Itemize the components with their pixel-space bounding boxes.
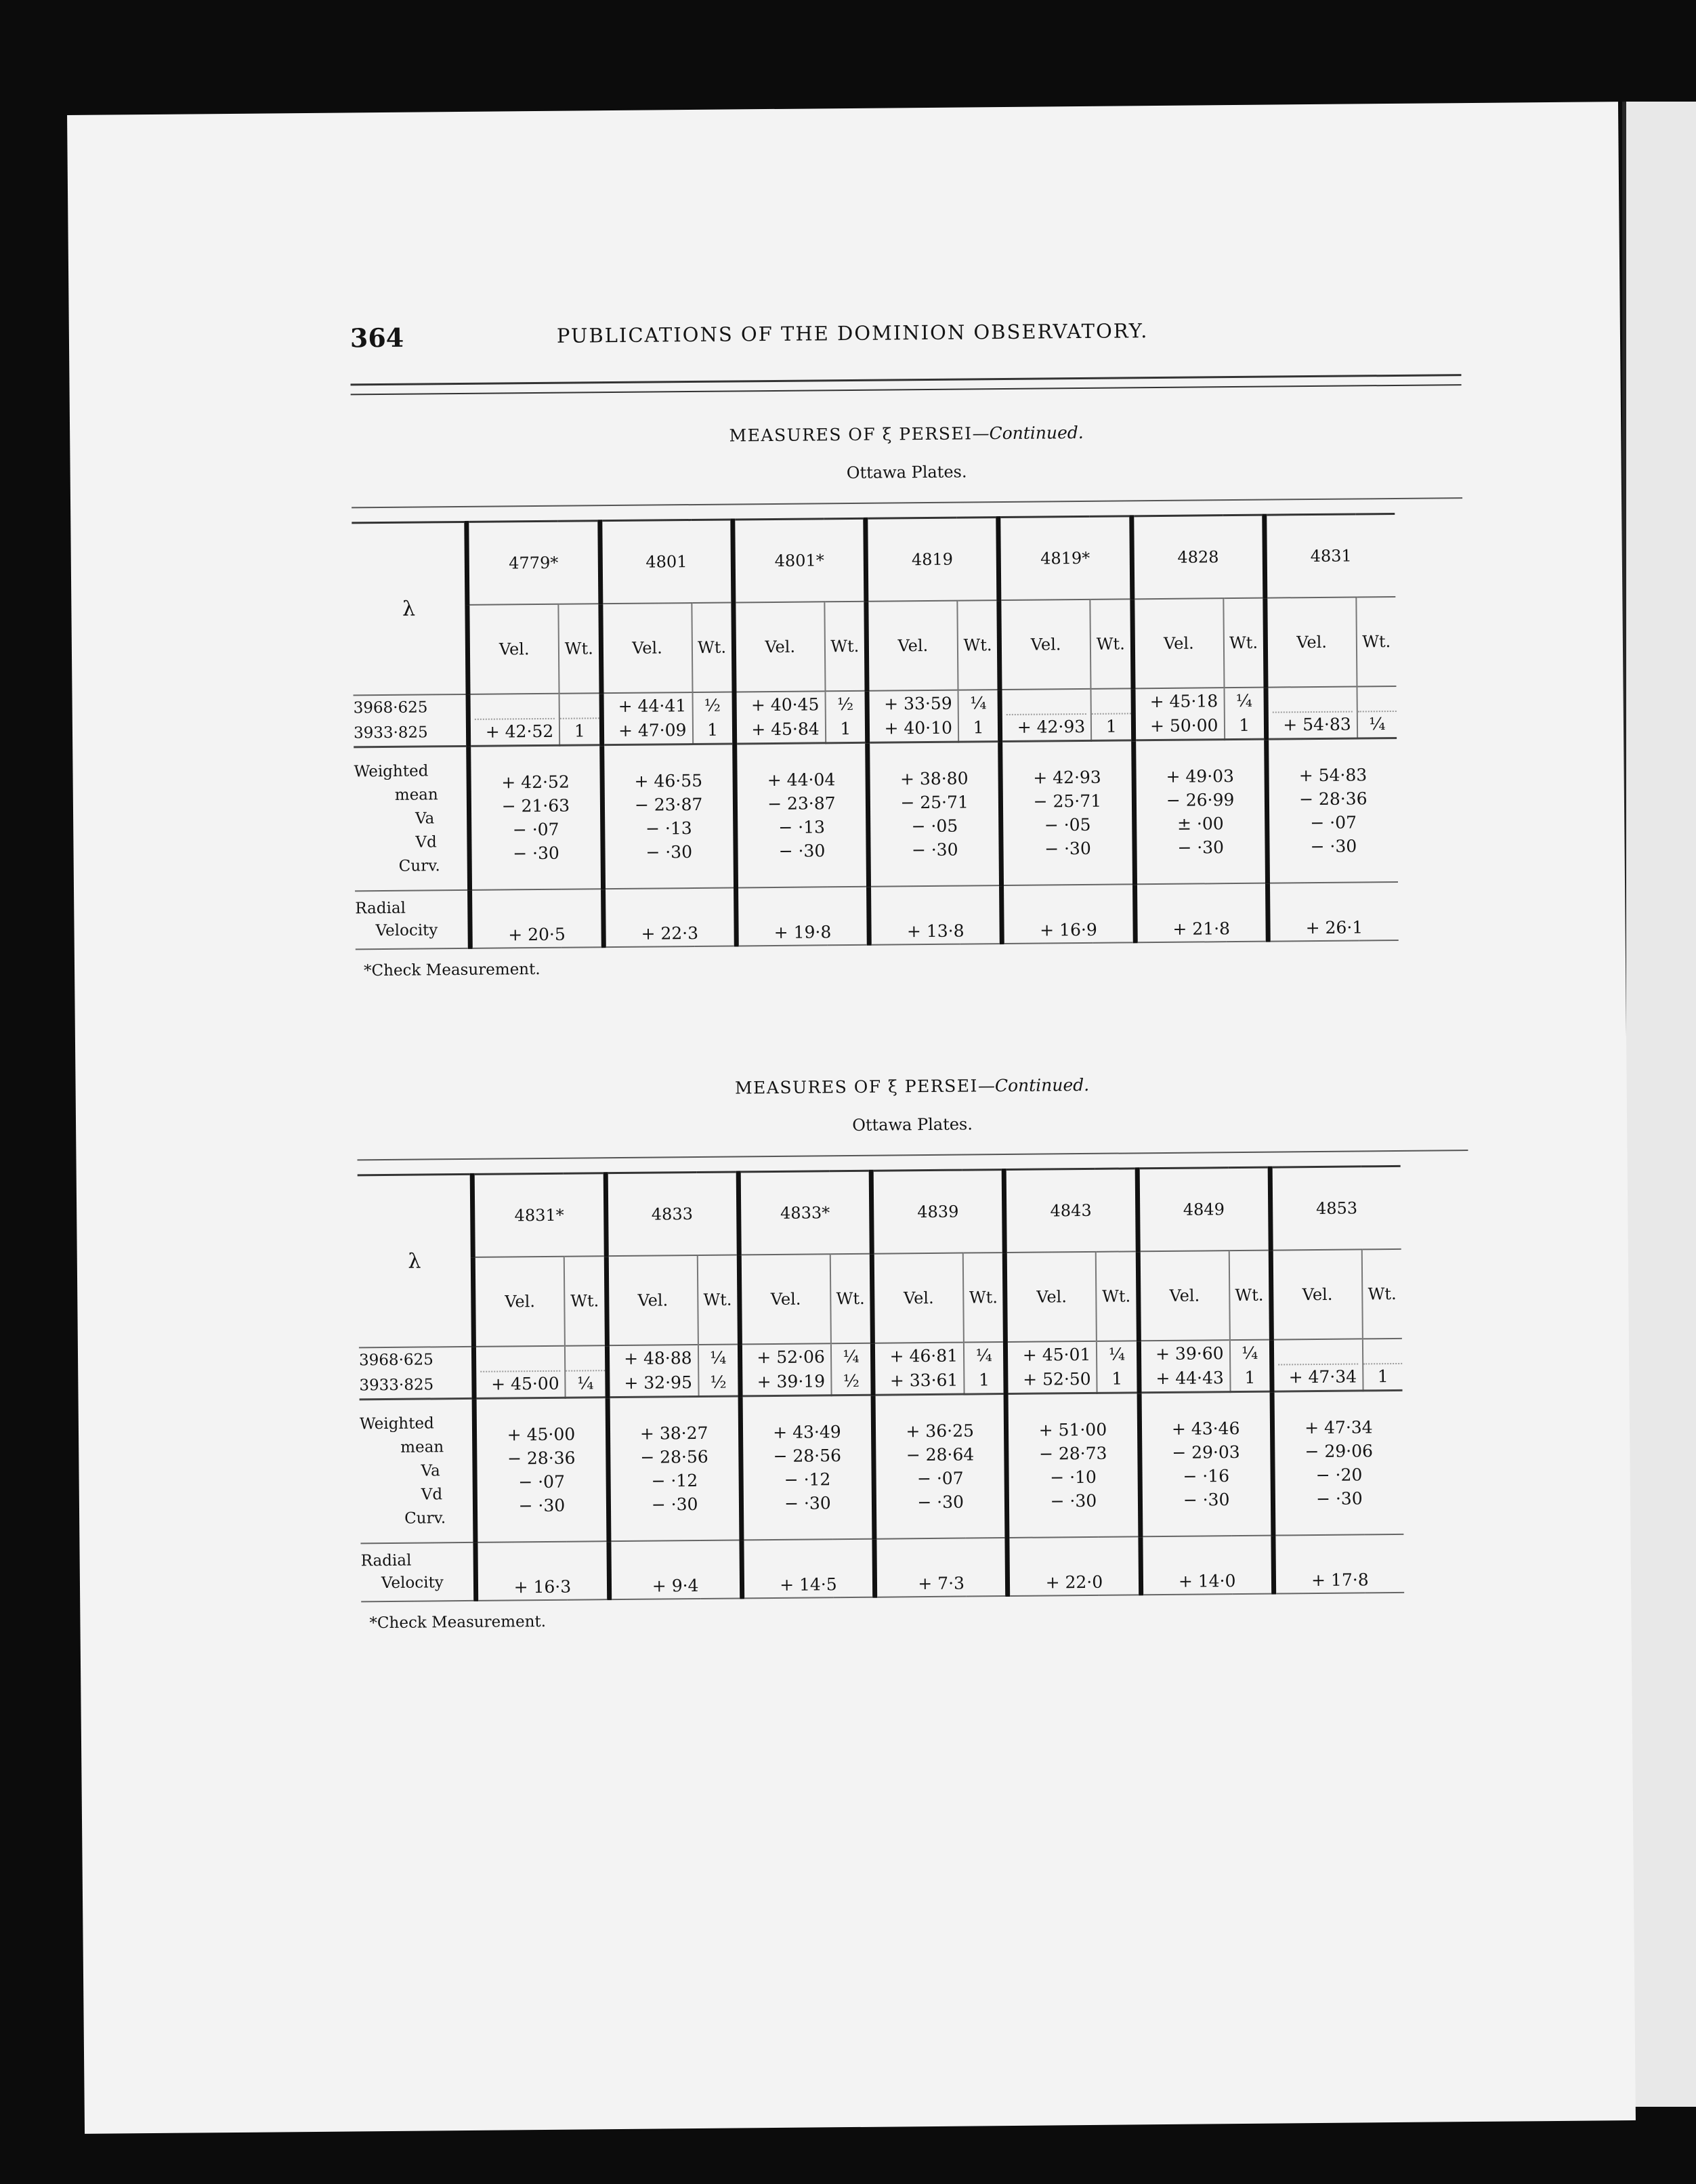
weighted-label: Weighted: [359, 1414, 434, 1433]
weight-cell: [565, 1345, 607, 1398]
curv-value: − ·30: [1044, 838, 1091, 859]
vd-value: − ·16: [1183, 1466, 1230, 1486]
velocity-value-2: + 47·09: [618, 720, 687, 740]
radial-velocity-value: + 21·8: [1135, 883, 1268, 943]
vel-column-header: Vel.: [1005, 1252, 1097, 1342]
radial-velocity-labels: [355, 890, 471, 949]
radial-velocity-value: + 16·9: [1002, 884, 1135, 944]
plate-header-row: [352, 513, 1395, 606]
mean-value: + 46·55: [634, 770, 703, 791]
running-head: [350, 306, 1462, 363]
weight-value-1: ½: [836, 694, 854, 715]
wt-column-header: Wt.: [1356, 597, 1396, 687]
velocity-stack: [742, 1345, 831, 1394]
weight-stack: [1097, 1342, 1137, 1391]
velocity-stack: [609, 1346, 698, 1395]
radial-velocity-value: + 22·3: [603, 887, 736, 947]
radial-velocity-value: + 19·8: [736, 887, 869, 946]
va-value: − 25·71: [1033, 791, 1102, 812]
velocity-value-2: + 44·43: [1156, 1368, 1224, 1389]
table-title: [351, 419, 1462, 448]
plate-number-header: 4833: [606, 1172, 739, 1256]
weight-value-1: ¼: [1108, 1344, 1126, 1364]
weight-value-2: 1: [1111, 1368, 1123, 1389]
velocity-value-1: + 52·06: [757, 1347, 825, 1368]
velocity-value-2: + 42·52: [485, 721, 554, 742]
radial-velocity-value: + 17·8: [1273, 1534, 1404, 1594]
measures-table: [358, 1165, 1404, 1602]
velocity-stack: [1002, 690, 1091, 740]
weight-value-1: ¼: [1241, 1343, 1258, 1363]
vel-column-header: Vel.: [467, 604, 559, 694]
vd-value: − ·07: [518, 1471, 566, 1492]
weight-stack: [1357, 688, 1397, 736]
table-title-continued: —Continued.: [972, 422, 1084, 444]
curv-label: Curv.: [398, 856, 440, 875]
weighted-mean-cell: [601, 744, 736, 889]
plate-number-header: 4831: [1265, 513, 1396, 597]
weight-value-1: ¼: [1235, 690, 1253, 711]
wt-column-header: Wt.: [824, 602, 867, 692]
weight-cell: [964, 1342, 1006, 1394]
plate-number-header: 4849: [1137, 1167, 1271, 1251]
weight-value-1: [560, 694, 599, 719]
vel-wt-header-row: [352, 597, 1396, 695]
velocity-cell: [1266, 686, 1357, 739]
wt-column-header: Wt.: [697, 1255, 740, 1345]
radial-label: Radial: [360, 1551, 412, 1570]
measures-section: [351, 419, 1466, 980]
velocity-cell: [1000, 689, 1091, 742]
header-rule: [351, 374, 1462, 385]
velocity-value-1: [1272, 688, 1352, 713]
radial-velocity-value: + 16·3: [475, 1541, 609, 1601]
velocity-value-2: + 39·19: [757, 1371, 826, 1392]
mean-value: + 47·34: [1305, 1417, 1373, 1438]
weight-value-2: 1: [574, 721, 585, 741]
weight-stack: [964, 1343, 1004, 1392]
velocity-cell: [1133, 688, 1225, 740]
plate-number-header: 4831*: [472, 1173, 606, 1257]
velocity-stack: [1268, 688, 1357, 737]
wt-column-header: Wt.: [692, 602, 734, 692]
wt-column-header: Wt.: [564, 1256, 607, 1346]
wt-column-header: Wt.: [963, 1253, 1006, 1343]
page-number: 364: [349, 322, 404, 354]
weight-cell: [1357, 686, 1397, 738]
mean-value: + 43·49: [773, 1422, 841, 1443]
plate-number-header: 4843: [1004, 1169, 1137, 1253]
weighted-mean-cell: [1139, 1391, 1273, 1536]
velocity-value-1: + 45·18: [1149, 691, 1218, 712]
velocity-cell: [740, 1343, 831, 1396]
weight-value-2: ¼: [1369, 714, 1386, 734]
wt-column-header: Wt.: [1223, 598, 1266, 688]
curv-label: Curv.: [404, 1509, 446, 1528]
velocity-value-1: + 44·41: [618, 696, 687, 716]
table-subtitle: Ottawa Plates.: [852, 1114, 973, 1135]
radial-velocity-value: + 20·5: [470, 889, 603, 948]
mean-label: mean: [400, 1437, 444, 1456]
va-value: − 26·99: [1166, 790, 1235, 810]
vd-value: − ·07: [1310, 812, 1357, 833]
curv-value: − ·30: [1050, 1490, 1097, 1511]
weighted-label: Weighted: [354, 761, 429, 780]
vel-column-header: Vel.: [1138, 1251, 1230, 1341]
velocity-value-2: + 32·95: [624, 1372, 693, 1393]
weight-value-2: 1: [707, 719, 719, 740]
vel-column-header: Vel.: [872, 1253, 964, 1343]
weight-value-1: [1357, 688, 1397, 712]
curv-value: − ·30: [911, 839, 958, 860]
weight-cell: [559, 693, 601, 745]
weight-value-2: 1: [1239, 715, 1250, 735]
velocity-stack: [1141, 1341, 1229, 1391]
velocity-value-2: + 50·00: [1149, 715, 1218, 736]
velocity-label: Velocity: [375, 921, 438, 940]
wavelength-row: [354, 686, 1397, 747]
weight-cell: [692, 692, 734, 744]
vel-column-header: Vel.: [1271, 1249, 1363, 1339]
weight-cell: [958, 690, 1000, 742]
vd-value: − ·13: [778, 817, 826, 837]
wavelength-label-2: 3933·825: [353, 723, 428, 742]
va-value: − 28·73: [1038, 1443, 1107, 1464]
table-rule: [358, 1150, 1468, 1160]
velocity-stack: [471, 695, 559, 744]
vel-column-header: Vel.: [739, 1254, 831, 1344]
header-rule-second: [351, 384, 1462, 395]
velocity-cell: [872, 1343, 964, 1395]
vd-value: − ·12: [784, 1469, 831, 1490]
vel-wt-header-row: [358, 1249, 1402, 1347]
curv-value: − ·30: [778, 841, 826, 861]
velocity-cell: [867, 690, 958, 743]
wavelength-label-2: 3933·825: [359, 1376, 434, 1395]
vd-value: ± ·00: [1176, 814, 1224, 834]
plate-number-header: 4819*: [998, 516, 1132, 600]
weighted-mean-cell: [1272, 1390, 1404, 1535]
mean-value: + 54·83: [1298, 765, 1368, 786]
mean-label: mean: [394, 785, 438, 804]
weight-value-1: [566, 1347, 605, 1371]
vd-value: − ·12: [651, 1471, 698, 1491]
velocity-cell: [1006, 1341, 1097, 1394]
velocity-cell: [601, 692, 693, 745]
weighted-mean-cell: [868, 742, 1002, 887]
weighted-mean-cell: [1006, 1393, 1140, 1538]
weight-value-1: [1363, 1340, 1403, 1364]
plate-number-header: 4853: [1270, 1166, 1401, 1250]
weight-stack: [1230, 1341, 1269, 1390]
va-label: Va: [415, 809, 435, 828]
mean-value: + 42·52: [501, 772, 570, 793]
table-subtitle: Ottawa Plates.: [846, 462, 967, 483]
velocity-value-2: + 52·50: [1023, 1368, 1091, 1389]
weighted-mean-row: [354, 738, 1398, 891]
curv-value: − ·30: [784, 1493, 831, 1513]
wt-column-header: Wt.: [559, 604, 601, 694]
velocity-value-1: + 46·81: [889, 1345, 958, 1366]
radial-velocity-value: + 9·4: [608, 1540, 742, 1599]
radial-velocity-value: + 13·8: [869, 885, 1002, 945]
radial-velocity-value: + 22·0: [1007, 1536, 1141, 1596]
va-value: − 21·63: [501, 795, 570, 816]
velocity-value-1: [1006, 690, 1086, 715]
radial-velocity-value: + 26·1: [1267, 882, 1398, 942]
table-title-continued: —Continued.: [977, 1074, 1090, 1096]
weighted-mean-cell: [608, 1396, 742, 1541]
weight-value-2: 1: [1377, 1366, 1388, 1387]
plate-header-row: [358, 1166, 1401, 1258]
weight-cell: [825, 691, 867, 743]
weight-stack: [693, 694, 732, 742]
weighted-mean-cell: [740, 1395, 874, 1540]
velocity-cell: [734, 691, 826, 744]
weight-value-2: 1: [973, 717, 984, 738]
weight-stack: [832, 1345, 871, 1393]
weighted-mean-labels: [360, 1398, 476, 1543]
weight-value-1: ½: [704, 695, 721, 715]
va-value: − 28·56: [773, 1446, 842, 1467]
running-head-title: PUBLICATIONS OF THE DOMINION OBSERVATORY.: [556, 319, 1149, 348]
radial-velocity-value: + 14·0: [1140, 1536, 1273, 1595]
plate-number-header: 4833*: [738, 1171, 872, 1255]
document-page: [67, 102, 1636, 2134]
wt-column-header: Wt.: [1229, 1251, 1271, 1341]
curv-value: − ·30: [917, 1492, 964, 1513]
weight-stack: [1225, 689, 1264, 738]
plate-number-header: 4839: [871, 1170, 1004, 1254]
wt-column-header: Wt.: [1361, 1249, 1401, 1339]
weighted-mean-cell: [873, 1394, 1007, 1539]
table-title: [357, 1072, 1468, 1101]
va-value: − 28·64: [906, 1444, 975, 1465]
weight-stack: [566, 1347, 605, 1395]
plate-number-header: 4819: [866, 518, 999, 602]
velocity-value-1: [475, 695, 555, 720]
vel-column-header: Vel.: [999, 600, 1091, 690]
vd-label: Vd: [421, 1485, 443, 1504]
mean-value: + 44·04: [767, 770, 836, 791]
weight-value-1: ¼: [970, 693, 987, 713]
mean-value: + 49·03: [1166, 766, 1235, 786]
velocity-stack: [476, 1347, 565, 1397]
vel-column-header: Vel.: [606, 1255, 698, 1345]
vd-value: − ·05: [1044, 814, 1091, 835]
velocity-value-2: + 40·10: [884, 717, 953, 738]
mean-value: + 38·27: [639, 1423, 708, 1444]
weight-value-2: ¼: [577, 1373, 594, 1393]
radial-velocity-row: [355, 882, 1399, 949]
radial-velocity-value: + 7·3: [874, 1538, 1008, 1597]
velocity-cell: [1139, 1340, 1230, 1393]
velocity-label: Velocity: [381, 1574, 444, 1593]
wavelength-label-1: 3968·625: [353, 698, 428, 717]
adjacent-page-edge: [1622, 102, 1696, 2107]
velocity-value-2: + 45·84: [751, 719, 820, 740]
vel-column-header: Vel.: [734, 602, 826, 692]
vd-value: − ·07: [916, 1468, 964, 1489]
velocity-stack: [870, 692, 958, 741]
wavelength-labels: [359, 1347, 474, 1400]
velocity-stack: [1008, 1343, 1097, 1392]
curv-value: − ·30: [651, 1494, 698, 1515]
measures-table: [352, 513, 1398, 950]
vd-value: − ·07: [512, 819, 559, 840]
mean-value: + 43·46: [1171, 1419, 1240, 1439]
velocity-value-2: + 45·00: [491, 1373, 559, 1394]
weight-cell: [698, 1344, 740, 1396]
radial-velocity-value: + 14·5: [742, 1539, 875, 1599]
weight-value-2: ½: [843, 1370, 860, 1391]
va-value: − 28·56: [640, 1446, 708, 1467]
curv-value: − ·30: [1310, 836, 1357, 857]
curv-value: − ·30: [518, 1495, 566, 1516]
velocity-value-2: + 47·34: [1288, 1366, 1357, 1387]
vd-value: − ·05: [911, 816, 958, 837]
check-measurement-footnote: *Check Measurement.: [363, 961, 540, 980]
curv-value: − ·30: [513, 843, 559, 864]
mean-value: + 38·80: [899, 768, 969, 789]
velocity-value-2: + 33·61: [889, 1370, 958, 1391]
curv-value: − ·30: [1183, 1490, 1230, 1510]
va-value: − 28·36: [1298, 789, 1368, 810]
plate-number-header: 4801: [599, 520, 733, 604]
tables-container: [351, 419, 1472, 1632]
measures-section: [357, 1072, 1472, 1632]
velocity-value-1: [480, 1347, 560, 1372]
va-value: − 25·71: [900, 792, 969, 813]
wavelength-row: [359, 1339, 1403, 1400]
vel-column-header: Vel.: [1265, 597, 1357, 687]
weight-value-2: 1: [840, 718, 851, 739]
velocity-cell: [607, 1345, 698, 1398]
velocity-stack: [1274, 1340, 1363, 1389]
weight-value-2: 1: [978, 1370, 990, 1390]
mean-value: + 51·00: [1038, 1419, 1107, 1440]
va-value: − 23·87: [634, 794, 703, 815]
weight-value-2: 1: [1105, 716, 1117, 736]
va-value: − 29·03: [1172, 1442, 1240, 1463]
plate-number-header: 4779*: [467, 521, 600, 605]
vd-value: − ·20: [1315, 1465, 1363, 1486]
weight-stack: [698, 1345, 738, 1394]
weight-cell: [1363, 1339, 1403, 1391]
table-title-text: MEASURES OF ξ PERSEI: [734, 1076, 979, 1098]
table-title-text: MEASURES OF ξ PERSEI: [729, 423, 973, 446]
velocity-cell: [468, 694, 559, 747]
weight-value-2: 1: [1244, 1367, 1256, 1387]
vd-value: − ·10: [1050, 1467, 1097, 1488]
velocity-value-1: + 40·45: [750, 694, 820, 715]
vd-label: Vd: [415, 833, 437, 852]
velocity-value-1: + 48·88: [623, 1348, 692, 1368]
velocity-value-1: [1278, 1340, 1358, 1365]
weighted-mean-cell: [734, 742, 868, 887]
weighted-mean-row: [360, 1390, 1404, 1543]
mean-value: + 36·25: [906, 1421, 975, 1442]
curv-value: − ·30: [645, 842, 693, 862]
page-content: [350, 306, 1472, 1632]
va-label: Va: [421, 1461, 440, 1480]
vel-column-header: Vel.: [600, 603, 692, 693]
radial-label: Radial: [355, 899, 406, 918]
vel-column-header: Vel.: [866, 601, 958, 691]
wt-column-header: Wt.: [957, 600, 1000, 690]
wt-column-header: Wt.: [1090, 599, 1133, 689]
weight-cell: [1229, 1340, 1271, 1392]
weight-value-1: ¼: [843, 1346, 860, 1367]
velocity-cell: [474, 1346, 566, 1399]
velocity-cell: [1271, 1339, 1363, 1391]
weight-stack: [1363, 1340, 1403, 1389]
wavelength-label-1: 3968·625: [358, 1351, 433, 1370]
plate-number-header: 4828: [1131, 515, 1265, 599]
weight-value-2: ½: [710, 1372, 727, 1392]
curv-value: − ·30: [1177, 837, 1225, 858]
curv-value: − ·30: [1315, 1488, 1363, 1509]
vd-value: − ·13: [645, 818, 692, 839]
check-measurement-footnote: *Check Measurement.: [369, 1612, 547, 1633]
mean-value: + 42·93: [1033, 767, 1101, 788]
wt-column-header: Wt.: [1096, 1251, 1139, 1341]
weight-cell: [1224, 688, 1266, 740]
va-value: − 23·87: [767, 793, 836, 814]
wavelength-labels: [354, 694, 469, 747]
weighted-mean-cell: [1133, 739, 1267, 884]
radial-velocity-row: [360, 1534, 1404, 1601]
weight-value-1: [1092, 690, 1131, 714]
radial-velocity-labels: [360, 1542, 476, 1601]
weight-value-1: ¼: [975, 1345, 992, 1366]
weighted-mean-labels: [354, 746, 470, 891]
va-value: − 28·36: [507, 1448, 576, 1469]
weight-stack: [826, 692, 865, 741]
velocity-value-2: + 42·93: [1017, 716, 1086, 737]
weight-cell: [1091, 688, 1133, 740]
velocity-value-1: + 39·60: [1155, 1343, 1224, 1364]
weighted-mean-cell: [1266, 738, 1398, 883]
plate-number-header: 4801*: [733, 518, 866, 602]
lambda-header: λ: [352, 522, 468, 695]
velocity-value-1: + 33·59: [884, 693, 952, 714]
velocity-value-2: + 54·83: [1283, 714, 1351, 735]
weight-value-1: ¼: [709, 1347, 727, 1368]
table-rule: [352, 497, 1462, 508]
velocity-stack: [1135, 689, 1224, 738]
weighted-mean-cell: [474, 1398, 608, 1542]
weight-cell: [831, 1343, 873, 1395]
weight-cell: [1097, 1341, 1139, 1393]
weight-stack: [959, 691, 998, 740]
vel-column-header: Vel.: [1132, 598, 1224, 688]
weighted-mean-cell: [1000, 740, 1135, 885]
weight-stack: [560, 694, 599, 743]
weight-stack: [1092, 690, 1131, 738]
vel-column-header: Vel.: [473, 1257, 566, 1347]
weighted-mean-cell: [469, 745, 603, 890]
velocity-stack: [875, 1344, 964, 1393]
va-value: − 29·06: [1305, 1441, 1374, 1462]
velocity-stack: [736, 692, 825, 742]
velocity-value-1: + 45·01: [1022, 1344, 1091, 1365]
lambda-header: λ: [358, 1174, 474, 1347]
mean-value: + 45·00: [507, 1424, 576, 1445]
velocity-stack: [603, 694, 692, 743]
wt-column-header: Wt.: [830, 1254, 873, 1344]
